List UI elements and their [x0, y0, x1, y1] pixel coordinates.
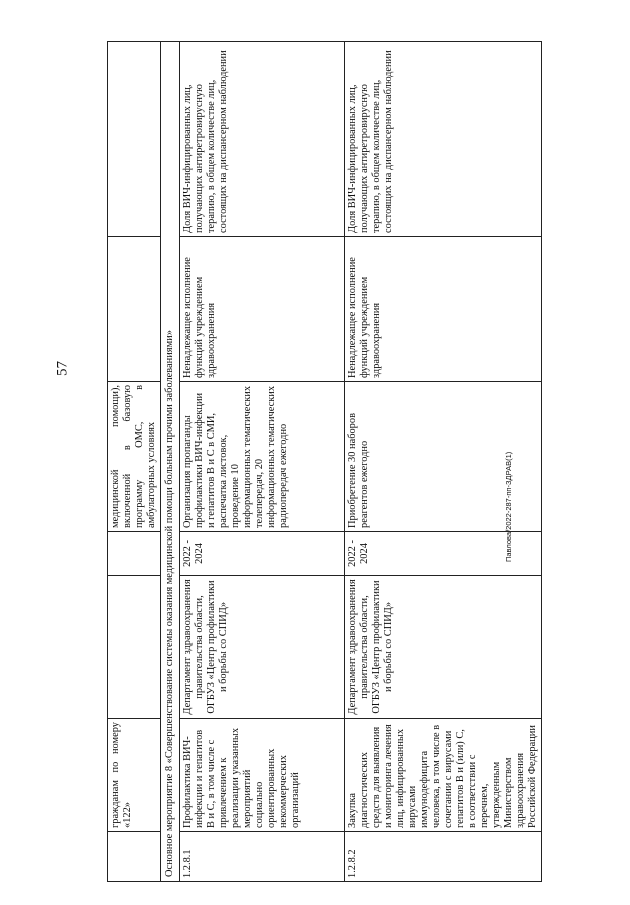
cell-empty — [108, 237, 161, 382]
cell-empty — [108, 532, 161, 576]
activity-name: Закупка диагностических средств для выявления и мониторинга лечения лиц, инфицированных вирусами иммунодефицита человека, в том числе в сочетании с вирусами гепатитов В и (или) С, в соответствии с перечнем, утвержденным Министерством здравоохранения Российской Федерации — [345, 719, 542, 832]
page-number: 57 — [54, 361, 71, 376]
continuation-row — [108, 42, 161, 882]
expected-result: Организация пропаганды профилактики ВИЧ-инфекции и гепатитов В и С в СМИ, распечатка листовок, проведение 10 информационных тематических телепередач, 20 информационных тематических радиопередач ежегодно — [180, 382, 345, 532]
activity-name: Профилактика ВИЧ-инфекции и гепатитов В и С, в том числе с привлечением к реализации указанных мероприятий социально ориентированных некоммерческих организаций — [180, 719, 345, 832]
period: 2022 - 2024 — [345, 532, 542, 576]
table-row — [345, 42, 542, 882]
executor: Департамент здравоохранения правительства области, ОГБУЗ «Центр профилактики и борьбы со СПИД» — [345, 576, 542, 719]
program-table-rotated — [107, 42, 617, 882]
cell-empty — [108, 42, 161, 237]
section-row — [161, 42, 180, 882]
program-table — [107, 41, 542, 882]
row-number: 1.2.8.1 — [180, 832, 345, 882]
row-number: 1.2.8.2 — [345, 832, 542, 882]
table-row — [180, 42, 345, 882]
expected-result: Приобретение 30 наборов реагентов ежегодно — [345, 382, 542, 532]
consequence: Ненадлежащее исполнение функций учреждением здравоохранения — [345, 237, 542, 382]
period: 2022 - 2024 — [180, 532, 345, 576]
indicator: Доля ВИЧ-инфицированных лиц, получающих антиретровирусную терапию, в общем количестве лиц, состоящих на диспансерном наблюдении — [180, 42, 345, 237]
cell-empty — [108, 576, 161, 719]
section-title: Основное мероприятие 8 «Совершенствование системы оказания медицинской помощи больным прочими заболеваниями» — [161, 42, 180, 882]
document-footer: Павлова/2022-287-пп-ЗДРАВ(1) — [504, 451, 513, 562]
indicator: Доля ВИЧ-инфицированных лиц, получающих антиретровирусную терапию, в общем количестве лиц, состоящих на диспансерном наблюдении — [345, 42, 542, 237]
executor: Департамент здравоохранения правительства области, ОГБУЗ «Центр профилактики и борьбы со СПИД» — [180, 576, 345, 719]
continuation-result-cell: медицинской помощи), включенной в базовую программу ОМС, в амбулаторных условиях — [108, 382, 161, 532]
continuation-name-cell: гражданам по номеру «122» — [108, 719, 161, 832]
cell-empty — [108, 832, 161, 882]
consequence: Ненадлежащее исполнение функций учреждением здравоохранения — [180, 237, 345, 382]
